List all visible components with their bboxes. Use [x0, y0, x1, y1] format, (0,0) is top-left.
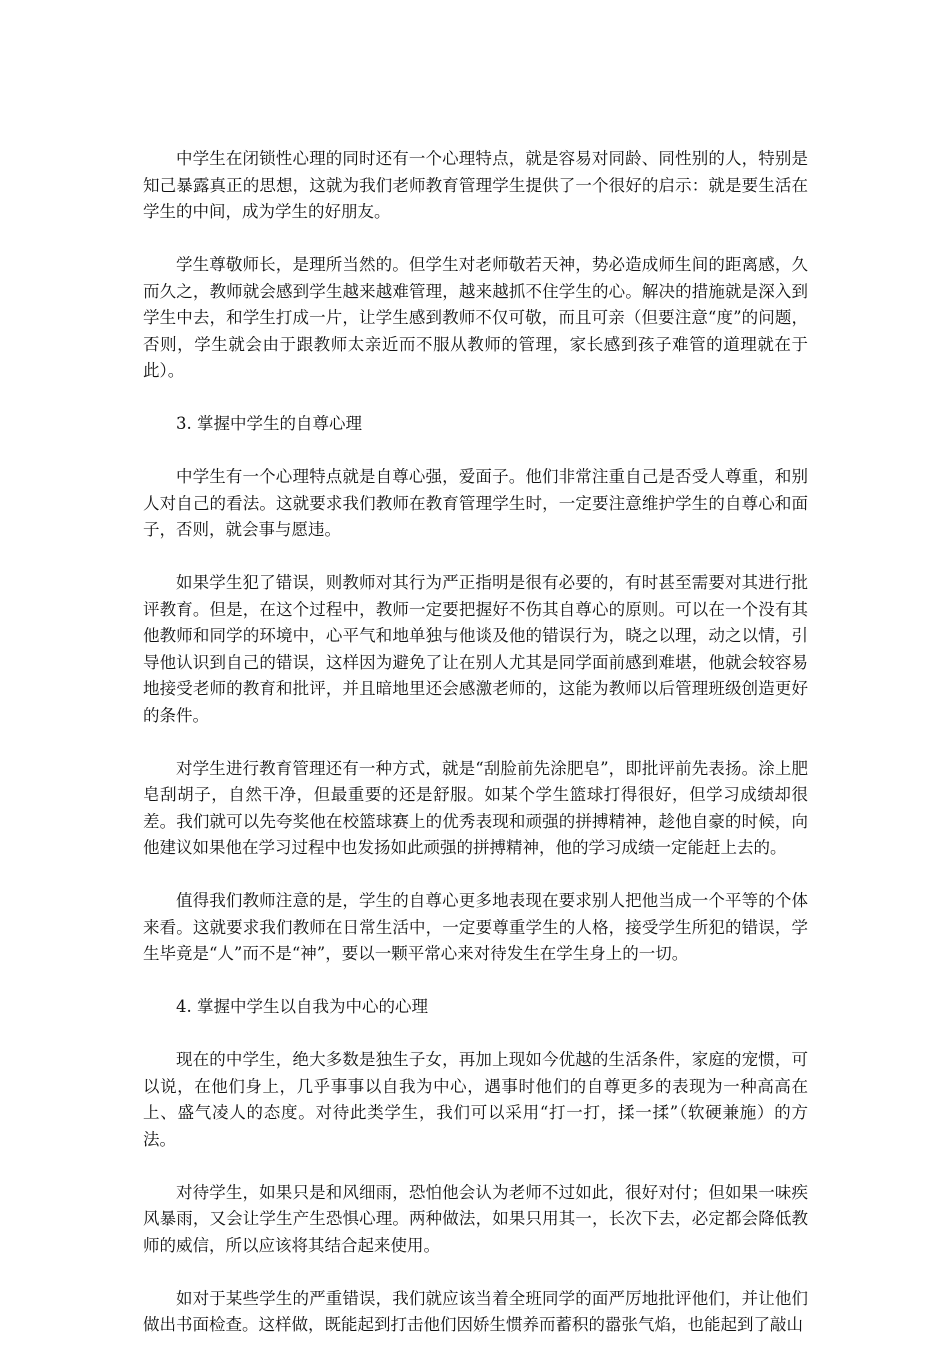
section-heading-self-centered: 4. 掌握中学生以自我为中心的心理: [176, 997, 428, 1016]
paragraph-combine-methods: 对待学生，如果只是和风细雨，恐怕他会认为老师不过如此，很好对付；但如果一味疾风暴雨，又会让学生产生恐惧心理。两种做法，如果只用其一，长次下去，必定都会降低教师的威信，所以应该将其结合起来使用。: [143, 1182, 808, 1255]
section-heading-self-esteem: 3. 掌握中学生的自尊心理: [176, 414, 362, 433]
paragraph-serious-errors: 如对于某些学生的严重错误，我们就应该当着全班同学的面严厉地批评他们，并让他们做出书面检查。这样做，既能起到打击他们因娇生惯养而蓄积的嚣张气焰，也能起到了敲山: [143, 1288, 808, 1334]
paragraph-respect-teachers: 学生尊敬师长，是理所当然的。但学生对老师敬若天神，势必造成师生间的距离感，久而久之，教师就会感到学生越来越难管理，越来越抓不住学生的心。解决的措施就是深入到学生中去，和学生打成一片，让学生感到教师不仅可敬，而且可亲（但要注意“度”的问题，否则，学生就会由于跟教师太亲近而不服从教师的管理，家长感到孩子难管的道理就在于此）。: [143, 255, 808, 380]
paragraph-only-children: 现在的中学生，绝大多数是独生子女，再加上现如今优越的生活条件，家庭的宠惯，可以说，在他们身上，几乎事事以自我为中心，遇事时他们的自尊更多的表现为一种高高在上、盛气凌人的态度。对待此类学生，我们可以采用“打一打，揉一揉”（软硬兼施）的方法。: [143, 1050, 808, 1149]
paragraph-equal-respect: 值得我们教师注意的是，学生的自尊心更多地表现在要求别人把他当成一个平等的个体来看。这就要求我们教师在日常生活中，一定要尊重学生的人格，接受学生所犯的错误，学生毕竟是“人”而不是“神”，要以一颗平常心来对待发生在学生身上的一切。: [143, 891, 808, 963]
paragraph-private-criticism: 如果学生犯了错误，则教师对其行为严正指明是很有必要的，有时甚至需要对其进行批评教育。但是，在这个过程中，教师一定要把握好不伤其自尊心的原则。可以在一个没有其他教师和同学的环境中，心平气和地单独与他谈及他的错误行为，晓之以理，动之以情，引导他认识到自己的错误，这样因为避免了让在别人尤其是同学面前感到难堪，他就会较容易地接受老师的教育和批评，并且暗地里还会感激老师的，这能为教师以后管理班级创造更好的条件。: [143, 573, 808, 725]
paragraph-self-esteem-trait: 中学生有一个心理特点就是自尊心强，爱面子。他们非常注重自己是否受人尊重，和别人对自己的看法。这就要求我们教师在教育管理学生时，一定要注意维护学生的自尊心和面子，否则，就会事与愿违。: [143, 467, 808, 539]
paragraph-peer-confiding: 中学生在闭锁性心理的同时还有一个心理特点，就是容易对同龄、同性别的人，特别是知己暴露真正的思想，这就为我们老师教育管理学生提供了一个很好的启示：就是要生活在学生的中间，成为学生的好朋友。: [143, 149, 808, 221]
document-body: [143, 146, 808, 1365]
paragraph-praise-before-criticism: 对学生进行教育管理还有一种方式，就是“刮脸前先涂肥皂”，即批评前先表扬。涂上肥皂刮胡子，自然干净，但最重要的还是舒服。如某个学生篮球打得很好，但学习成绩却很差。我们就可以先夸奖他在校篮球赛上的优秀表现和顽强的拼搏精神，趁他自豪的时候，向他建议如果他在学习过程中也发扬如此顽强的拼搏精神，他的学习成绩一定能赶上去的。: [143, 758, 808, 857]
